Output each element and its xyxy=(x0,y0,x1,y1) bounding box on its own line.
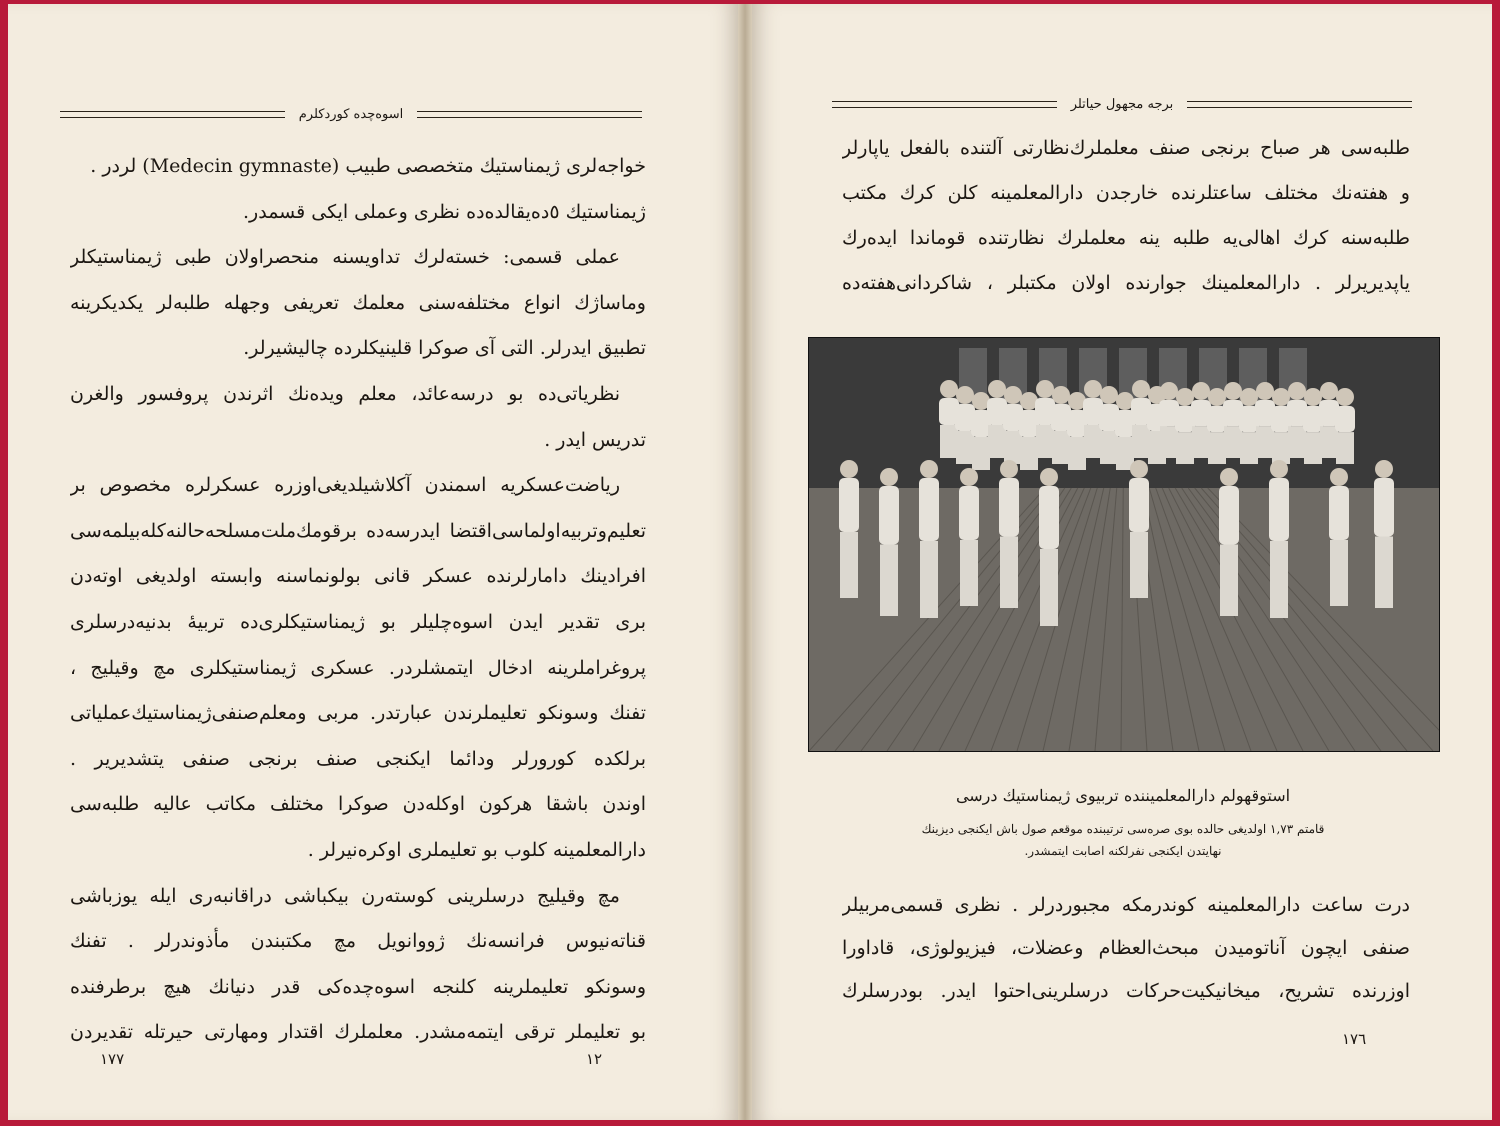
photo-caption-note-1: قامتم ١,٧٣ اولديغى حالده بوى صره‌سى ترتيبنده موقعم صول باش ايكنجى ديزينك xyxy=(921,822,1325,836)
text-line: تدريس ايدر . xyxy=(544,428,646,451)
photo-gymnast-legs xyxy=(972,437,990,470)
photo-gymnast xyxy=(879,486,899,545)
text-line: تعليم‌وتربيه‌اولماسى‌اقتضا ايدرسه‌ده برقومك‌ملت‌مسلحه‌حالنه‌كله‌بيلمه‌سى xyxy=(70,519,646,542)
header-rule-right xyxy=(1187,101,1412,108)
photo-gymnast-legs xyxy=(1272,432,1290,464)
right-body-text-top xyxy=(842,126,1410,306)
photo-gymnast-legs xyxy=(1288,426,1306,458)
photo-gymnast-legs xyxy=(1192,426,1210,458)
text-line: رياضت‌عسكريه اسمندن آكلاشيلديغى‌اوزره عسكرلره مخصوص بر xyxy=(70,474,620,497)
photo-gymnast xyxy=(1129,478,1149,532)
photo-gymnast-legs xyxy=(1336,432,1354,464)
photo-gymnast xyxy=(1329,486,1349,540)
photo-gymnast xyxy=(919,478,939,541)
photo-gymnast xyxy=(1269,478,1289,541)
photo-gymnast-legs xyxy=(1224,426,1242,458)
photo-gymnast-head xyxy=(1288,382,1306,400)
photo-gymnast-head xyxy=(1040,468,1058,486)
photo-gymnast xyxy=(839,478,859,532)
text-line: افرادينك دامارلرنده عسكر قانى بولونماسنه وابسته اولديغى اوته‌دن xyxy=(70,565,646,588)
photo-gymnast xyxy=(959,486,979,540)
text-line: طلبه‌سى هر صباح برنجى صنف معلملرك‌نظارتى آلتنده بالفعل ياپارلر xyxy=(842,137,1410,159)
photo-gymnast xyxy=(999,478,1019,537)
text-line: صنفى ايچون آناتوميدن مبحث‌العظام وعضلات، فيزيولوژى، قاداورا xyxy=(842,937,1410,959)
photo-gymnast-head xyxy=(1375,460,1393,478)
left-page xyxy=(8,4,738,1120)
photo-gymnast-legs xyxy=(840,532,858,598)
gymnastics-class-photo xyxy=(808,337,1440,752)
photo-gymnast-legs xyxy=(960,540,978,606)
right-running-title: برجه مجهول حياتلر xyxy=(1070,97,1174,112)
header-rule-left xyxy=(60,111,285,118)
photo-gymnast-legs xyxy=(1100,431,1118,464)
photo-gymnast-legs xyxy=(1176,432,1194,464)
photo-gymnast-legs xyxy=(1052,431,1070,464)
text-line: عملى قسمى: خسته‌لرك تداويسنه منحصراولان طبى ژيمناستيكلر xyxy=(70,246,620,269)
photo-gymnast xyxy=(1374,478,1394,537)
text-line: طلبه‌سنه كرك اهالى‌يه طلبه ينه معلملرك نظارتنده قوماندا ايده‌رك xyxy=(842,227,1410,249)
text-line: تطبيق ايدرلر. التى آى صوكرا قلينيكلرده چاليشيرلر. xyxy=(243,337,646,360)
signature-mark: ١٢ xyxy=(586,1050,603,1068)
photo-gymnast-head xyxy=(1192,382,1210,400)
photo-gymnast-legs xyxy=(1130,532,1148,598)
photo-gymnast-head xyxy=(1084,380,1102,398)
photo-gymnast-head xyxy=(920,460,938,478)
text-line: قناته‌نيوس فرانسه‌نك ژووانويل مچ مكتبندن مأذوندرلر . تفنك xyxy=(70,930,646,953)
book-gutter xyxy=(738,4,752,1120)
photo-gymnast-head xyxy=(1100,386,1118,404)
photo-gymnast-legs xyxy=(1160,426,1178,458)
right-page xyxy=(752,4,1492,1120)
photo-gymnast-legs xyxy=(1375,537,1393,609)
right-page-number: ١٧٦ xyxy=(1342,1030,1367,1048)
photo-gymnast-head xyxy=(940,380,958,398)
photo-gymnast-legs xyxy=(1240,432,1258,464)
photo-caption-note-2: نهايتدن ايكنجى نفرلكنه اصابت ايتمشدر. xyxy=(1024,844,1222,858)
photo-caption: استوقهولم دارالمعلميننده تربيوى ژيمناستيك درسى xyxy=(955,786,1291,805)
photo-gymnast-head xyxy=(1036,380,1054,398)
photo-gymnast-head xyxy=(956,386,974,404)
photo-gymnast-head xyxy=(1160,382,1178,400)
photo-icon xyxy=(809,338,1439,751)
photo-gymnast-legs xyxy=(1004,431,1022,464)
photo-gymnast-head xyxy=(1256,382,1274,400)
photo-gymnast xyxy=(1335,406,1355,432)
photo-gymnast-head xyxy=(1270,460,1288,478)
photo-gymnast-legs xyxy=(1132,425,1150,458)
photo-gymnast-head xyxy=(1132,380,1150,398)
photo-gymnast xyxy=(1219,486,1239,545)
photo-gymnast-legs xyxy=(1330,540,1348,606)
text-line: ژيمناستيك ٥ده‌يقالده‌ده نظرى وعملى ايكى قسمدر. xyxy=(243,200,646,223)
photo-gymnast-legs xyxy=(1036,425,1054,458)
text-line: وسونكو تعليملرينه كلنجه اسوه‌چده‌كى قدر دنيانك هيچ برطرفنده xyxy=(70,975,646,998)
photo-gymnast-legs xyxy=(1040,549,1058,626)
text-line: درت ساعت دارالمعلمينه كوندرمكه مجبوردرلر . نظرى قسمى‌مربيلر xyxy=(842,894,1410,916)
photo-gymnast-head xyxy=(960,468,978,486)
text-line: برى تقدير ايدن اسوه‌چليلر بو ژيمناستيكلرى‌ده تربيهٔ بدنيه‌درسلرى xyxy=(70,610,646,633)
text-line: ياپديريرلر . دارالمعلمينك جوارنده اولان مكتبلر ، شاكردانى‌هفته‌ده xyxy=(842,272,1410,294)
text-line: بو تعليملر ترقى ايتمه‌مشدر. معلملرك اقتدار ومهارتى حيرتله تقديردن xyxy=(70,1021,646,1044)
photo-gymnast-legs xyxy=(880,545,898,617)
text-line: وماساژك انواع مختلفه‌سنى معلمك تعريفى وجهله طلبه‌لر يكديكرينه xyxy=(70,291,646,314)
left-page-header xyxy=(60,107,642,122)
photo-gymnast-legs xyxy=(1208,432,1226,464)
text-line: خواجه‌لرى ژيمناستيك متخصصى طبيب (Medecin gymnaste) لردر . xyxy=(90,155,646,177)
right-page-header xyxy=(832,97,1412,112)
photo-gymnast-legs xyxy=(1084,425,1102,458)
photo-gymnast-head xyxy=(1330,468,1348,486)
text-line: اوندن باشقا هركون اوكله‌دن صوكرا مختلف مكاتب عاليه طلبه‌سى xyxy=(70,793,646,816)
left-page-number: ١٧٧ xyxy=(100,1050,125,1068)
photo-gymnast-legs xyxy=(988,425,1006,458)
photo-gymnast-head xyxy=(1130,460,1148,478)
photo-gymnast-legs xyxy=(1320,426,1338,458)
photo-gymnast-head xyxy=(1000,460,1018,478)
photo-gymnast-legs xyxy=(1270,541,1288,618)
photo-gymnast-head xyxy=(988,380,1006,398)
photo-gymnast-head xyxy=(1220,468,1238,486)
text-line: برلكده كورورلر ودائما ايكنجى صنف برنجى صنفى يتشديرير . xyxy=(70,747,646,770)
photo-gymnast-head xyxy=(1004,386,1022,404)
photo-gymnast-legs xyxy=(940,425,958,458)
photo-gymnast-head xyxy=(1052,386,1070,404)
photo-gymnast-legs xyxy=(1020,437,1038,470)
header-rule-right xyxy=(417,111,642,118)
text-line: و هفته‌نك مختلف ساعتلرنده خارجدن دارالمعلمينه كلن كرك مكتب xyxy=(842,182,1410,204)
photo-gymnast-head xyxy=(1336,388,1354,406)
photo-gymnast-legs xyxy=(956,431,974,464)
left-running-title: اسوه‌چده كوردكلرم xyxy=(298,107,404,122)
header-rule-left xyxy=(832,101,1057,108)
photo-gymnast-head xyxy=(880,468,898,486)
text-line: پروغراملرينه ادخال ايتمشلردر. عسكرى ژيمناستيكلرى مچ وقيليج ، xyxy=(70,656,646,679)
text-line: نظرياتى‌ده بو درسه‌عائد، معلم ويده‌نك اثرندن پروفسور والغرن xyxy=(70,382,620,405)
text-line: تفنك وسونكو تعليملرندن عبارتدر. مربى ومعلم‌صنفى‌ژيمناستيك‌عملياتى xyxy=(70,702,646,725)
text-line: اوزرنده تشريح، ميخانيكيت‌حركات درسلرينى‌احتوا ايدر. بودرسلرك xyxy=(842,980,1410,1002)
photo-gymnast-head xyxy=(1320,382,1338,400)
photo-gymnast-legs xyxy=(920,541,938,618)
photo-gymnast-legs xyxy=(1068,437,1086,470)
text-line: دارالمعلمينه كلوب بو تعليملرى اوكره‌نيرلر . xyxy=(307,838,646,861)
left-body-text xyxy=(70,144,646,1056)
text-line: مچ وقيليج درسلرينى كوسته‌رن بيكباشى دراقانبه‌رى ايله يوزباشى xyxy=(70,884,620,907)
photo-gymnast-legs xyxy=(1000,537,1018,609)
photo-gymnast-head xyxy=(840,460,858,478)
photo-gymnast-legs xyxy=(1304,432,1322,464)
photo-gymnast-legs xyxy=(1220,545,1238,617)
right-body-text-bottom xyxy=(842,884,1410,1013)
photo-gymnast-legs xyxy=(1256,426,1274,458)
photo-gymnast-head xyxy=(1224,382,1242,400)
photo-gymnast xyxy=(1039,486,1059,549)
